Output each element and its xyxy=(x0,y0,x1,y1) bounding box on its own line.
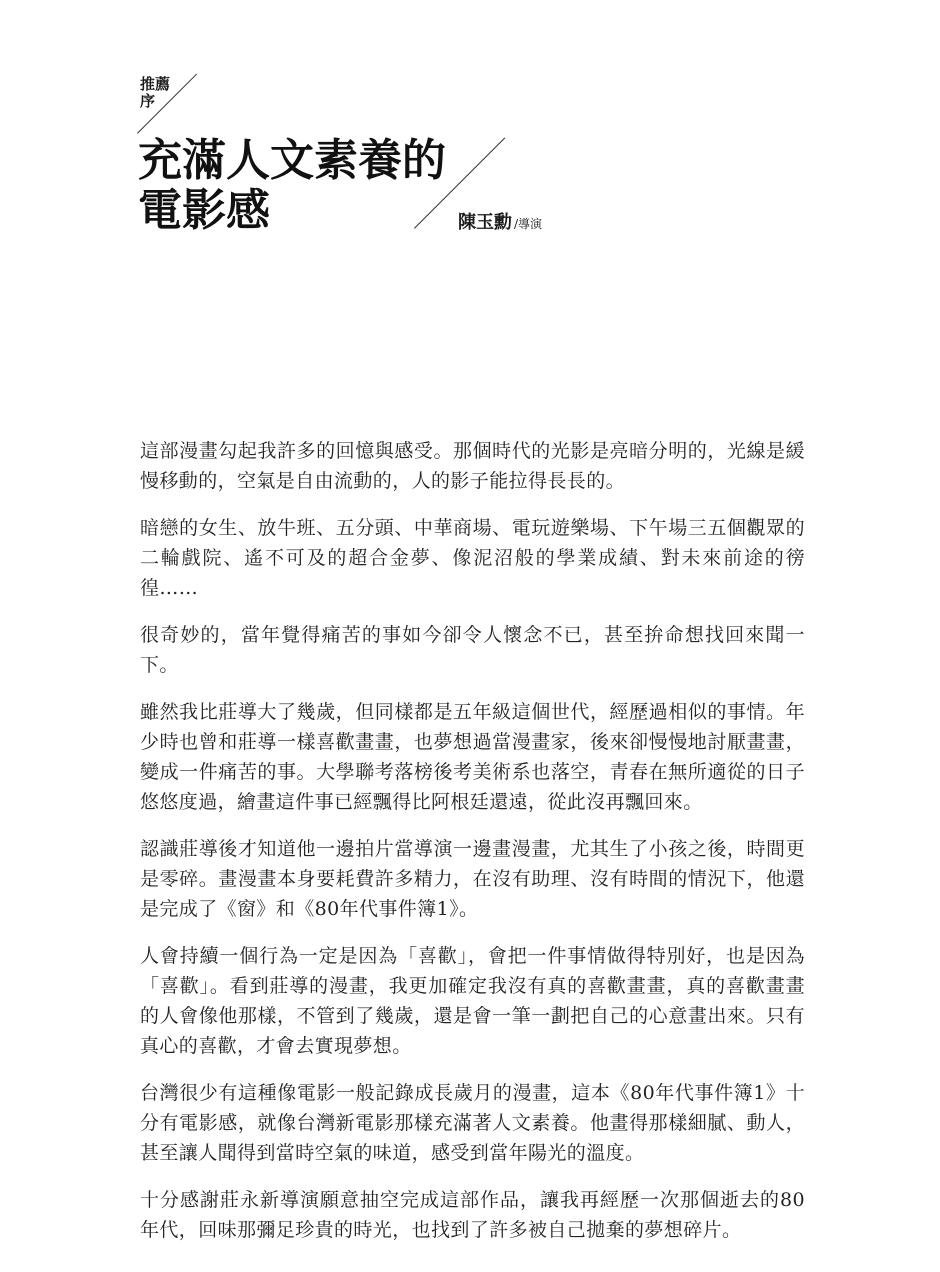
paragraph-3: 很奇妙的，當年覺得痛苦的事如今卻令人懷念不已，甚至拚命想找回來聞一下。 xyxy=(140,624,805,676)
paragraph-2: 暗戀的女生、放牛班、五分頭、中華商場、電玩遊樂場、下午場三五個觀眾的二輪戲院、遙不可及的超合金夢、像泥沼般的學業成績、對未來前途的徬徨…… xyxy=(140,517,805,599)
body-text xyxy=(140,436,805,1262)
author-name: 陳玉勳 xyxy=(458,212,512,233)
author-role: 導演 xyxy=(518,217,543,231)
role-separator: / xyxy=(514,217,519,231)
paragraph-4: 雖然我比莊導大了幾歲，但同樣都是五年級這個世代，經歷過相似的事情。年少時也曾和莊導一樣喜歡畫畫，也夢想過當漫畫家，後來卻慢慢地討厭畫畫，變成一件痛苦的事。大學聯考落榜後考美術系也落空，青春在無所適從的日子悠悠度過，繪畫這件事已經飄得比阿根廷還遠，從此沒再飄回來。 xyxy=(140,701,805,813)
paragraph-5: 認識莊導後才知道他一邊拍片當導演一邊畫漫畫，尤其生了小孩之後，時間更是零碎。畫漫畫本身要耗費許多精力，在沒有助理、沒有時間的情況下，他還是完成了《窗》和《80年代事件簿1》。 xyxy=(140,838,805,920)
page-title-line-2: 電影感 xyxy=(138,185,270,236)
author-byline xyxy=(458,208,542,234)
paragraph-6: 人會持續一個行為一定是因為「喜歡」，會把一件事情做得特別好，也是因為「喜歡」。看到莊導的漫畫，我更加確定我沒有真的喜歡畫畫，真的喜歡畫畫的人會像他那樣，不管到了幾歲，還是會一筆一劃把自己的心意畫出來。只有真心的喜歡，才會去實現夢想。 xyxy=(140,945,805,1057)
paragraph-8: 十分感謝莊永新導演願意抽空完成這部作品，讓我再經歷一次那個逝去的80年代，回味那彌足珍貴的時光，也找到了許多被自己拋棄的夢想碎片。 xyxy=(140,1189,805,1241)
section-label-line-1: 推薦 xyxy=(140,75,171,93)
section-label-line-2: 序 xyxy=(140,92,156,110)
paragraph-7: 台灣很少有這種像電影一般記錄成長歲月的漫畫，這本《80年代事件簿1》十分有電影感，就像台灣新電影那樣充滿著人文素養。他畫得那樣細膩、動人，甚至讓人聞得到當時空氣的味道，感受到當年陽光的溫度。 xyxy=(140,1082,805,1164)
page-title-line-1: 充滿人文素養的 xyxy=(138,135,446,186)
paragraph-1: 這部漫畫勾起我許多的回憶與感受。那個時代的光影是亮暗分明的，光線是緩慢移動的，空氣是自由流動的，人的影子能拉得長長的。 xyxy=(140,440,805,492)
page-title xyxy=(138,136,446,236)
